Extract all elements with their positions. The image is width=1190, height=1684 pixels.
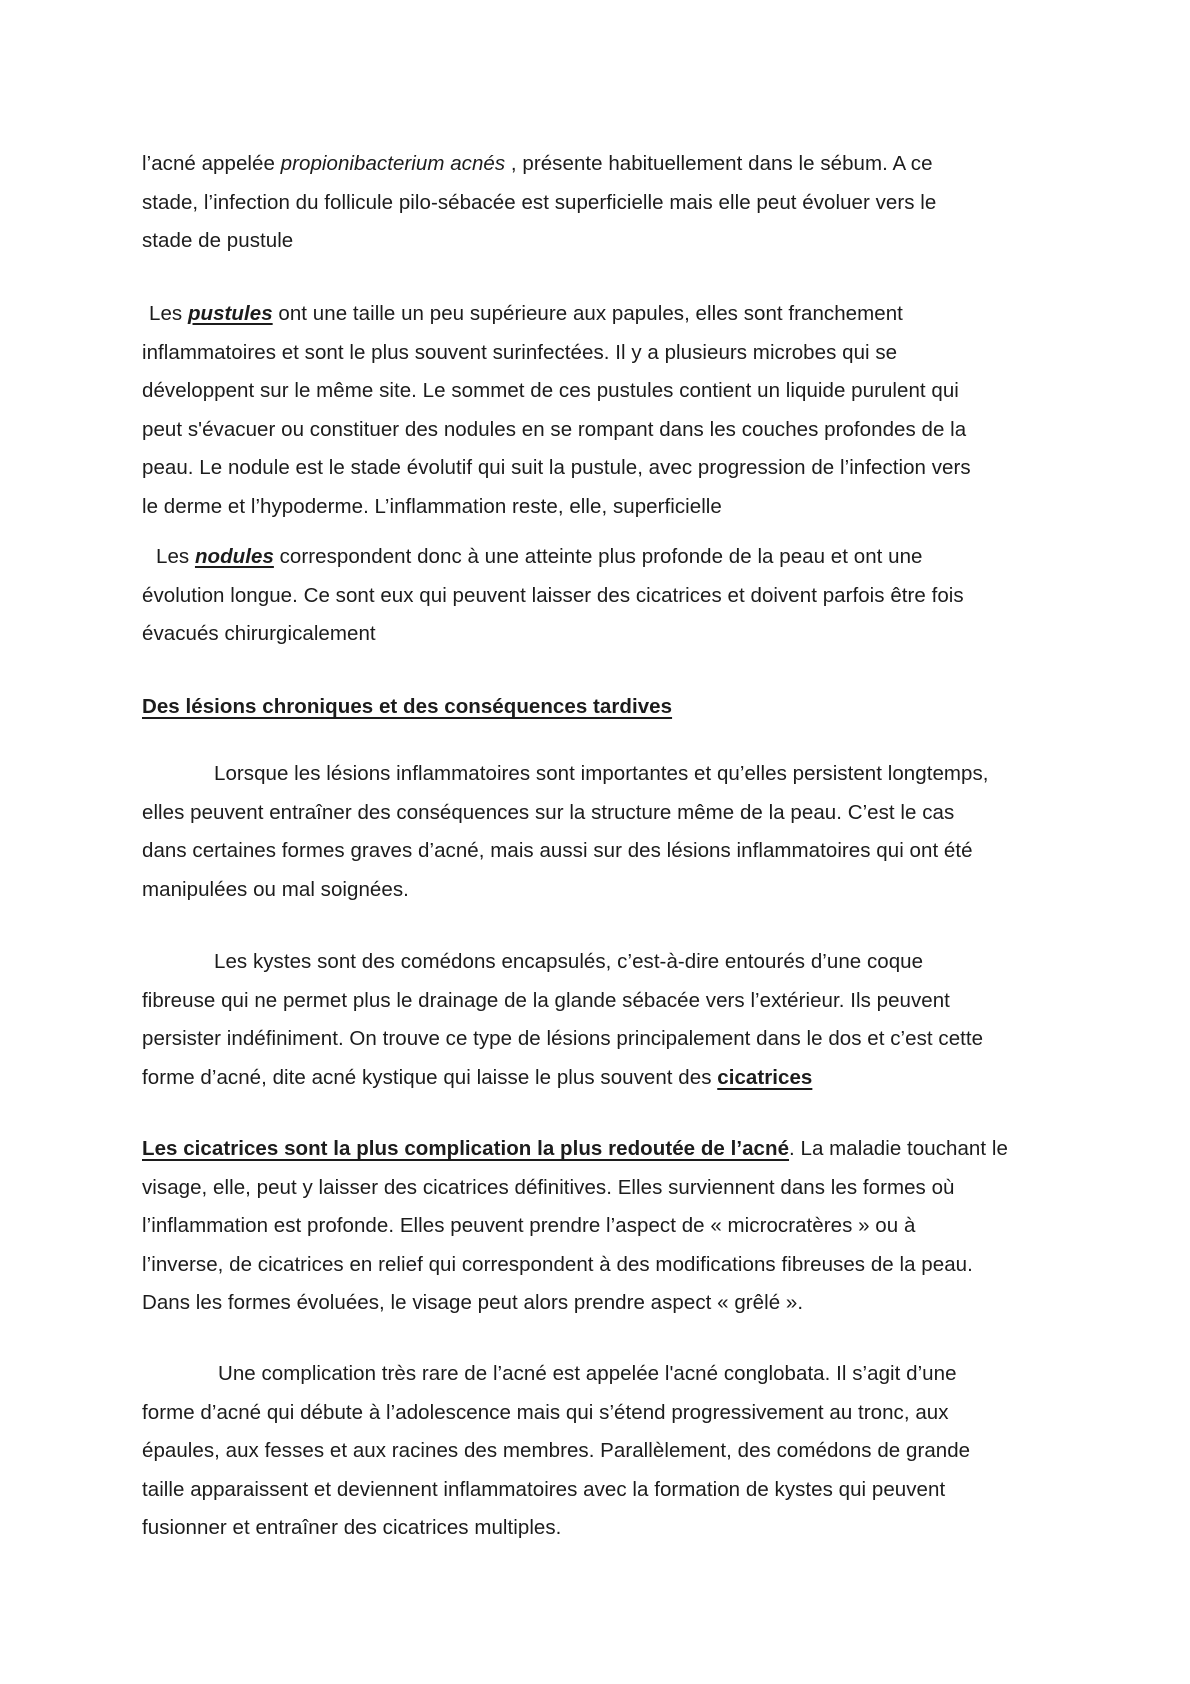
paragraph-kystes	[142, 943, 1062, 1097]
text-line: Les cicatrices sont la plus complication la plus redoutée de l’acné. La maladie touchant le	[142, 1137, 1008, 1160]
section-heading	[142, 688, 1062, 727]
text-line: développent sur le même site. Le sommet de ces pustules contient un liquide purulent qui	[142, 379, 959, 402]
text-line: stade, l’infection du follicule pilo-sébacée est superficielle mais elle peut évoluer vers le	[142, 190, 937, 214]
text-line: Les kystes sont des comédons encapsulés, c’est-à-dire entourés d’une coque	[214, 950, 924, 973]
text-line: le derme et l’hypoderme. L’inflammation reste, elle, superficielle	[142, 494, 722, 518]
text-line: évacués chirurgicalement	[142, 622, 376, 645]
keyword-pustules: pustules	[187, 302, 273, 325]
text-line: dans certaines formes graves d’acné, mais aussi sur des lésions inflammatoires qui ont été	[142, 839, 973, 862]
paragraph-nodules	[142, 538, 1062, 654]
text-line: forme d’acné qui débute à l’adolescence mais qui s’étend progressivement au tronc, aux	[142, 1400, 949, 1424]
emphasis-cicatrices: Les cicatrices sont la plus complication la plus redoutée de l’acné	[142, 1137, 790, 1160]
text-line: Les pustules ont une taille un peu supérieure aux papules, elles sont franchement	[149, 302, 903, 325]
text-line: peut s'évacuer ou constituer des nodules en se rompant dans les couches profondes de la	[142, 417, 967, 441]
text-line: visage, elle, peut y laisser des cicatrices définitives. Elles surviennent dans les formes où	[142, 1175, 955, 1199]
text-line: évolution longue. Ce sont eux qui peuvent laisser des cicatrices et doivent parfois être fois	[142, 583, 964, 607]
text-line: forme d’acné, dite acné kystique qui laisse le plus souvent des cicatrices	[142, 1065, 813, 1089]
text-line: l’acné appelée propionibacterium acnés , présente habituellement dans le sébum. A ce	[142, 152, 933, 175]
paragraph-pustules	[142, 295, 1062, 526]
keyword-nodules: nodules	[194, 545, 274, 568]
text-line: taille apparaissent et deviennent inflammatoires avec la formation de kystes qui peuvent	[142, 1477, 946, 1501]
heading-text: Des lésions chroniques et des conséquences tardives	[142, 695, 673, 718]
text-line: l’inverse, de cicatrices en relief qui correspondent à des modifications fibreuses de la peau.	[142, 1252, 973, 1276]
bacterium-name: propionibacterium acnés	[280, 152, 506, 175]
text-line: Dans les formes évoluées, le visage peut alors prendre aspect « grêlé ».	[142, 1291, 804, 1314]
paragraph-cicatrices	[142, 1130, 1062, 1323]
text-line: manipulées ou mal soignées.	[142, 877, 409, 901]
text-line: stade de pustule	[142, 229, 294, 252]
paragraph-papules-end	[142, 145, 1062, 261]
text-line: inflammatoires et sont le plus souvent surinfectées. Il y a plusieurs microbes qui se	[142, 340, 898, 364]
text-line: fusionner et entraîner des cicatrices multiples.	[142, 1516, 562, 1539]
text-line: persister indéfiniment. On trouve ce type de lésions principalement dans le dos et c’est cette	[142, 1027, 984, 1050]
text-line: Une complication très rare de l’acné est appelée l'acné conglobata. Il s’agit d’une	[218, 1362, 957, 1385]
text-line: l’inflammation est profonde. Elles peuvent prendre l’aspect de « microcratères » ou à	[142, 1214, 916, 1237]
paragraph-chronic-lesions	[142, 755, 1062, 909]
text-line: épaules, aux fesses et aux racines des membres. Parallèlement, des comédons de grande	[142, 1439, 971, 1462]
text-line: fibreuse qui ne permet plus le drainage de la glande sébacée vers l’extérieur. Ils peuvent	[142, 988, 950, 1012]
keyword-cicatrices: cicatrices	[717, 1065, 813, 1089]
text-line: peau. Le nodule est le stade évolutif qui suit la pustule, avec progression de l’infection vers	[142, 456, 971, 479]
text-line: Lorsque les lésions inflammatoires sont importantes et qu’elles persistent longtemps,	[214, 762, 989, 785]
text-line: Les nodules correspondent donc à une atteinte plus profonde de la peau et ont une	[156, 545, 923, 568]
text-line: elles peuvent entraîner des conséquences sur la structure même de la peau. C’est le cas	[142, 800, 955, 824]
paragraph-conglobata	[142, 1355, 1062, 1548]
